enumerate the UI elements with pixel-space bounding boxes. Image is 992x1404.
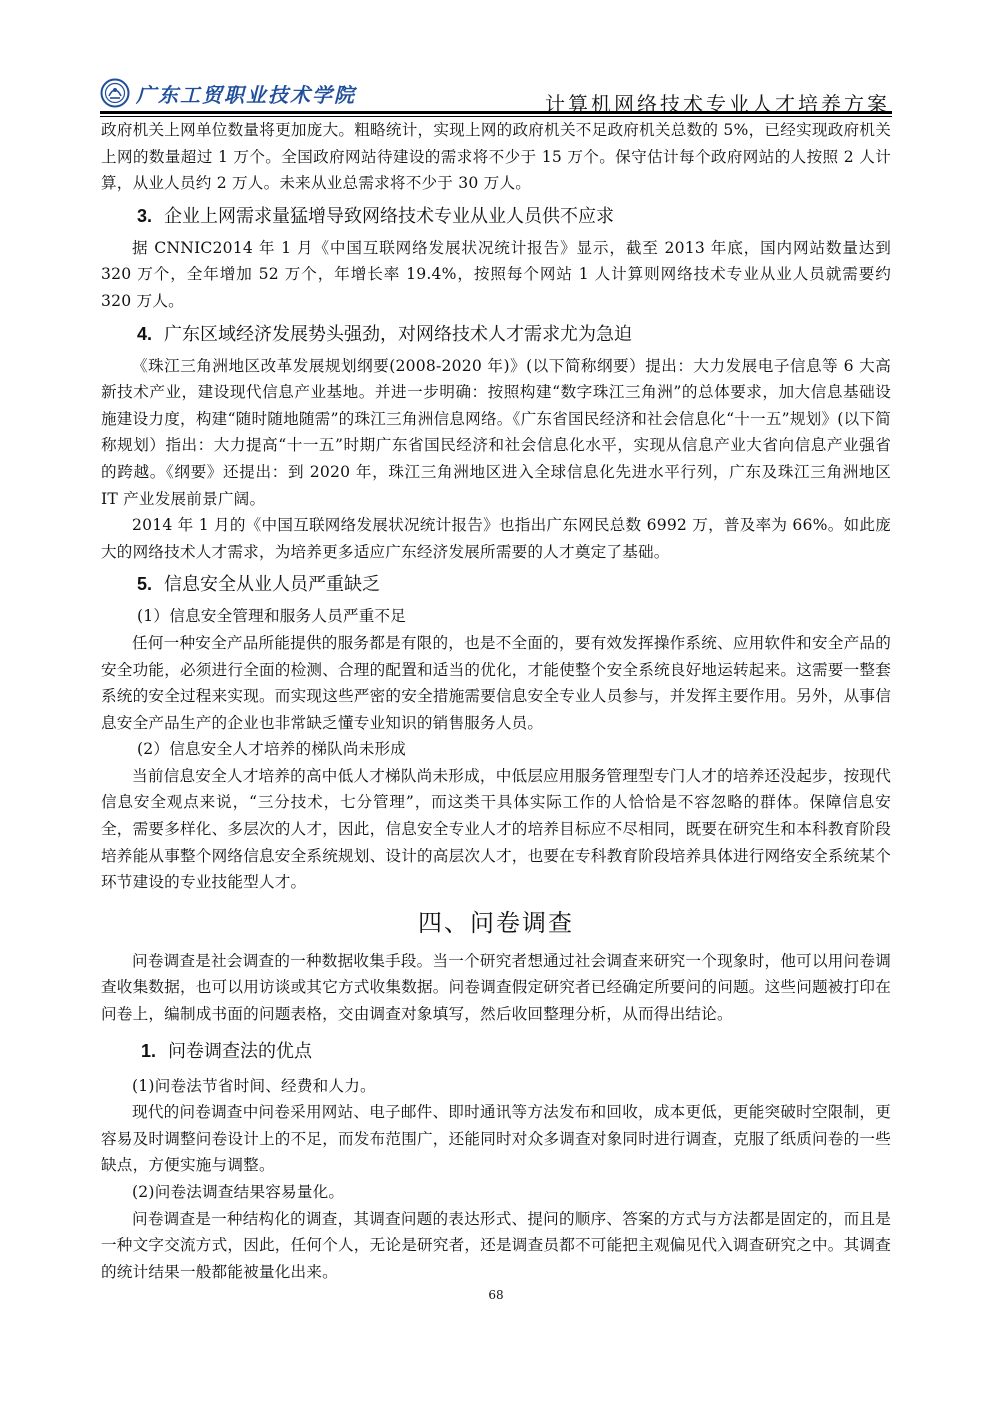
advantage-1-body: 现代的问卷调查中问卷采用网站、电子邮件、即时通讯等方法发布和回收，成本更低，更能突破时空限制，更容易及时调整问卷设计上的不足，而发布范围广，还能同时对众多调查对象同时进行调查，克服了纸质问卷的一些缺点，方便实施与调整。 [101,1103,891,1175]
advantage-1-title: (1)问卷法节省时间、经费和人力。 [132,1076,376,1095]
paragraph-4a: 《珠江三角洲地区改革发展规划纲要(2008-2020 年)》(以下简称纲要）提出：大力发展电子信息等 6 大高新技术产业，建设现代信息产业基地。并进一步明确：按照构建“数字珠江三角洲”的总体要求，加大信息基础设施建设力度，构建“随时随地随需”的珠江三角洲信息网络。《广东省国民经济和社会信息化“十一五”规划》(以下简称规划）指出：大力提高“十一五”时期广东省国民经济和社会信息化水平，实现从信息产业大省向信息产业强省的跨越。《纲要》还提出：到 2020 年，珠江三角洲地区进入全球信息化先进水平行列，广东及珠江三角洲地区 IT 产业发展前景广阔。 [101,356,891,508]
header-rule-thick [100,111,892,114]
school-logo [100,78,356,108]
heading-number: 3. [137,205,153,226]
heading-text: 企业上网需求量猛增导致网络技术专业从业人员供不应求 [164,205,615,227]
school-name: 广东工贸职业技术学院 [136,82,356,107]
school-emblem-icon [100,78,130,108]
paragraph-5-1: 任何一种安全产品所能提供的服务都是有限的，也是不全面的，要有效发挥操作系统、应用软件和安全产品的安全功能，必须进行全面的检测、合理的配置和适当的优化，才能使整个安全系统良好地运转起来。这需要一整套系统的安全过程来实现。而实现这些严密的安全措施需要信息安全专业人员参与，并发挥主要作用。另外，从事信息安全产品生产的企业也非常缺乏懂专业知识的销售服务人员。 [101,633,891,732]
page-header [100,74,892,114]
subheading-5-1: (1）信息安全管理和服务人员严重不足 [137,607,407,626]
heading-4 [101,319,891,350]
paragraph-3: 据 CNNIC2014 年 1 月《中国互联网络发展状况统计报告》显示，截至 2013 年底，国内网站数量达到 320 万个，全年增加 52 万个，年增长率 19.4%，按照每个网站 1 人计算则网络技术专业从业人员就需要约 320 万人。 [101,238,891,310]
section-title: 四、问卷调查 [418,908,574,937]
page-number: 68 [488,1288,504,1302]
heading-number: 5. [137,574,153,595]
paragraph-5-2: 当前信息安全人才培养的高中低人才梯队尚未形成，中低层应用服务管理型专门人才的培养还没起步，按现代信息安全观点来说，“三分技术，七分管理”，而这类干具体实际工作的人恰恰是不容忽略的群体。保障信息安全，需要多样化、多层次的人才，因此，信息安全专业人才的培养目标应不尽相同，既要在研究生和本科教育阶段培养能从事整个网络信息安全系统规划、设计的高层次人才，也要在专科教育阶段培养具体进行网络安全系统某个环节建设的专业技能型人才。 [101,766,891,892]
advantage-2-body: 问卷调查是一种结构化的调查，其调查问题的表达形式、提问的顺序、答案的方式与方法都是固定的，而且是一种文字交流方式，因此，任何个人，无论是研究者，还是调查员都不可能把主观偏见代入调查研究之中。其调查的统计结果一般都能被量化出来。 [101,1209,891,1281]
heading-text: 信息安全从业人员严重缺乏 [164,574,381,596]
paragraph-intro: 政府机关上网单位数量将更加庞大。粗略统计，实现上网的政府机关不足政府机关总数的 5%，已经实现政府机关上网的数量超过 1 万个。全国政府网站待建设的需求将不少于 15 万个。保守估计每个政府网站的人按照 2 人计算，从业人员约 2 万人。未来从业总需求将不少于 30 万人。 [101,121,891,193]
document-title: 计算机网络技术专业人才培养方案 [545,92,890,116]
subheading-5-2: (2）信息安全人才培养的梯队尚未形成 [137,740,407,759]
page-content [101,117,891,1285]
heading-number: 4. [137,323,153,344]
advantage-2-title: (2)问卷法调查结果容易量化。 [132,1183,345,1201]
heading-survey-1 [101,1036,891,1067]
heading-text: 问卷调查法的优点 [168,1040,313,1062]
heading-5 [101,569,891,600]
heading-3 [101,201,891,232]
heading-text: 广东区域经济发展势头强劲，对网络技术人才需求尤为急迫 [164,323,633,345]
paragraph-survey: 问卷调查是社会调查的一种数据收集手段。当一个研究者想通过社会调查来研究一个现象时，他可以用问卷调查收集数据，也可以用访谈或其它方式收集数据。问卷调查假定研究者已经确定所要问的问题。这些问题被打印在问卷上，编制成书面的问题表格，交由调查对象填写，然后收回整理分析，从而得出结论。 [101,951,891,1024]
paragraph-4b: 2014 年 1 月的《中国互联网络发展状况统计报告》也指出广东网民总数 6992 万，普及率为 66%。如此庞大的网络技术人才需求，为培养更多适应广东经济发展所需要的人才奠定了基础。 [101,516,891,561]
heading-number: 1. [141,1040,157,1061]
